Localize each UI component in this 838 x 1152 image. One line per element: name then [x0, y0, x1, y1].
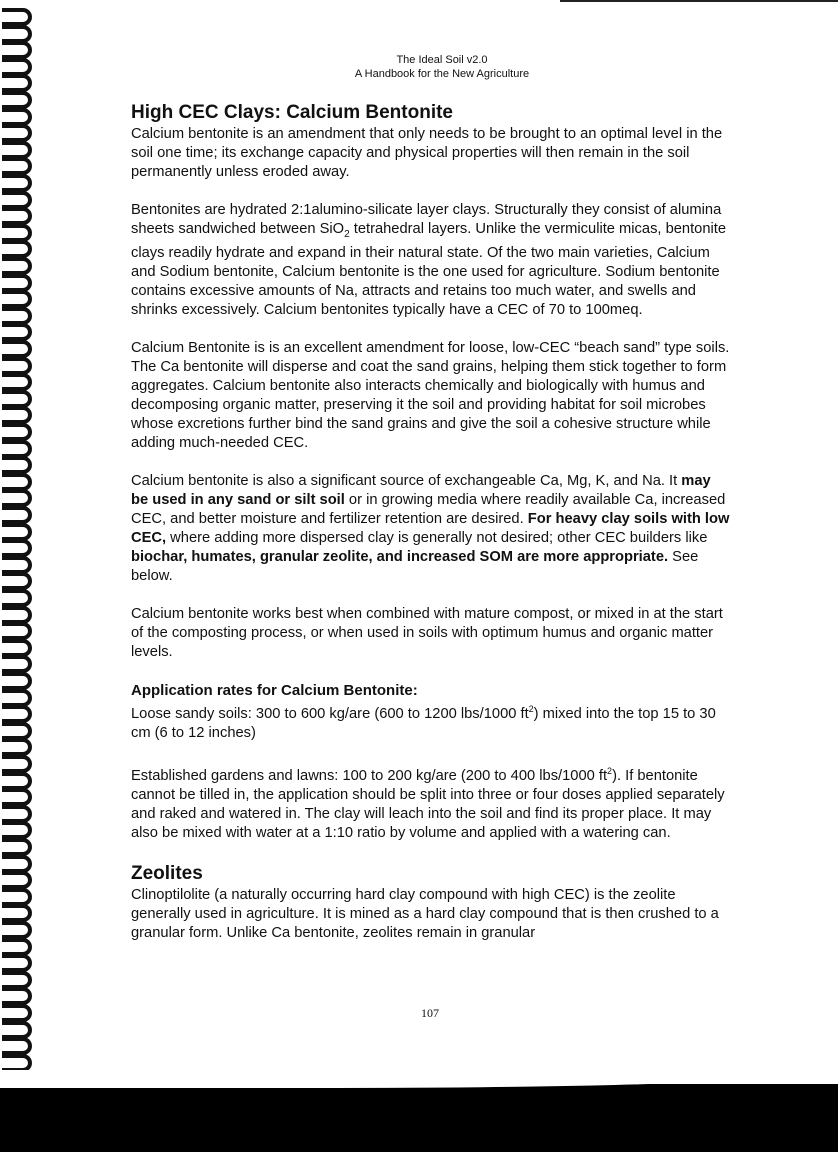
binding-coil: [2, 655, 32, 673]
binding-coil: [2, 855, 32, 873]
application-gardens-lawns: Established gardens and lawns: 100 to 200 kg/are (200 to 400 lbs/1000 $ft^2$). If bentonite cannot be tilled in, the application should be split into three or four doses applied separately and raked and watered in. The clay will leach into the soil and find its proper place. It may also be mixed with water at a 1:10 ratio by volume and applied with a watering can.: [131, 765, 725, 841]
paragraph-exchangeable: Calcium bentonite is also a significant source of exchangeable Ca, Mg, K, and Na. It may be used in any sand or silt soil or in growing media where readily available Ca, increased CEC, and better moisture and fertilizer retention are desired. For heavy clay soils with low CEC, where adding more dispersed clay is generally not desired; other CEC builders like biochar, humates, granular zeolite, and increased SOM are more appropriate. See below.: [131, 472, 730, 584]
spiral-binding: [0, 8, 40, 1088]
binding-coil: [2, 240, 32, 258]
section-heading-zeolites: Zeolites: [131, 862, 203, 884]
binding-coil: [2, 357, 32, 375]
binding-coil: [2, 921, 32, 939]
binding-coil: [2, 8, 32, 26]
binding-coil: [2, 539, 32, 557]
binding-coil: [2, 373, 32, 391]
paragraph-structure: Bentonites are hydrated 2:1alumino-silicate layer clays. Structurally they consist of alumina sheets sandwiched between SiO$_2$ tetrahedral layers. Unlike the vermiculite micas, bentonite clays readily hydrate and expand in their natural state. Of the two main varieties, Calcium and Sodium bentonite, Calcium bentonite is the one used for agriculture. Sodium bentonite contains excessive amounts of Na, attracts and retains too much water, and swells and shrinks excessively. Calcium bentonites typically have a CEC of 70 to 100meq.: [131, 202, 727, 318]
binding-coil: [2, 340, 32, 358]
binding-coil: [2, 838, 32, 856]
binding-coil: [2, 390, 32, 408]
paragraph-intro: Calcium bentonite is an amendment that only needs to be brought to an optimal level in the soil one time; its exchange capacity and physical properties will then remain in the soil permanently unless eroded away.: [131, 126, 723, 180]
application-rates-heading: Application rates for Calcium Bentonite:: [131, 681, 418, 699]
binding-coil: [2, 987, 32, 1005]
binding-coil: [2, 738, 32, 756]
binding-coil: [2, 157, 32, 175]
binding-coil: [2, 954, 32, 972]
binding-coil: [2, 191, 32, 209]
scan-bottom-border: [0, 1084, 838, 1152]
binding-coil: [2, 572, 32, 590]
paragraph-zeolites: Clinoptilolite (a naturally occurring hard clay compound with high CEC) is the zeolite generally used in agriculture. It is mined as a hard clay compound that is then crushed to a granular form. Unlike Ca bentonite, zeolites remain in granular: [131, 886, 719, 941]
binding-coil: [2, 274, 32, 292]
binding-coil: [2, 224, 32, 242]
page-body: [131, 101, 731, 962]
binding-coil: [2, 788, 32, 806]
binding-coil: [2, 290, 32, 308]
binding-coil: [2, 506, 32, 524]
binding-coil: [2, 938, 32, 956]
binding-coil: [2, 821, 32, 839]
binding-coil: [2, 971, 32, 989]
application-sandy-soils: Loose sandy soils: 300 to 600 kg/are (600 to 1200 lbs/1000 $ft^2$) mixed into the top 15 to 30 cm (6 to 12 inches): [131, 703, 716, 741]
paragraph-beach-sand: Calcium Bentonite is is an excellent amendment for loose, low-CEC “beach sand” type soils. The Ca bentonite will disperse and coat the sand grains, helping them stick together to form aggregates. Calcium bentonite also interacts chemically and biologically with humus and decomposing organic matter, preserving it the soil and providing habitat for soil microbes whose excretions further bind the sand grains and give the soil a cohesive structure while adding much-needed CEC.: [131, 339, 730, 451]
binding-coil: [2, 722, 32, 740]
binding-coil: [2, 323, 32, 341]
binding-coil: [2, 91, 32, 109]
running-header-subtitle: A Handbook for the New Agriculture: [354, 68, 530, 80]
binding-coil: [2, 705, 32, 723]
binding-coil: [2, 108, 32, 126]
binding-coil: [2, 805, 32, 823]
binding-coil: [2, 672, 32, 690]
binding-coil: [2, 124, 32, 142]
binding-coil: [2, 606, 32, 624]
section-heading-calcium-bentonite: High CEC Clays: Calcium Bentonite: [131, 102, 453, 123]
binding-coil: [2, 440, 32, 458]
binding-coil: [2, 523, 32, 541]
binding-coil: [2, 307, 32, 325]
binding-coil: [2, 888, 32, 906]
binding-coil: [2, 755, 32, 773]
binding-coil: [2, 174, 32, 192]
binding-coil: [2, 639, 32, 657]
binding-coil: [2, 689, 32, 707]
binding-coil: [2, 257, 32, 275]
binding-coil: [2, 456, 32, 474]
binding-coil: [2, 622, 32, 640]
binding-coil: [2, 406, 32, 424]
binding-coil: [2, 141, 32, 159]
binding-coil: [2, 1037, 32, 1055]
scan-top-edge: [560, 0, 838, 2]
binding-coil: [2, 25, 32, 43]
page-number: 107: [421, 1006, 439, 1020]
binding-coil: [2, 556, 32, 574]
binding-coil: [2, 904, 32, 922]
paragraph-compost: Calcium bentonite works best when combined with mature compost, or mixed in at the start of the composting process, or when used in soils with optimum humus and organic matter levels.: [131, 605, 723, 660]
binding-coil: [2, 1021, 32, 1039]
binding-coil: [2, 489, 32, 507]
binding-coil: [2, 473, 32, 491]
binding-coil: [2, 589, 32, 607]
running-header-title: The Ideal Soil v2.0: [396, 54, 488, 66]
binding-coil: [2, 772, 32, 790]
binding-coil: [2, 423, 32, 441]
binding-coil: [2, 207, 32, 225]
binding-coil: [2, 871, 32, 889]
